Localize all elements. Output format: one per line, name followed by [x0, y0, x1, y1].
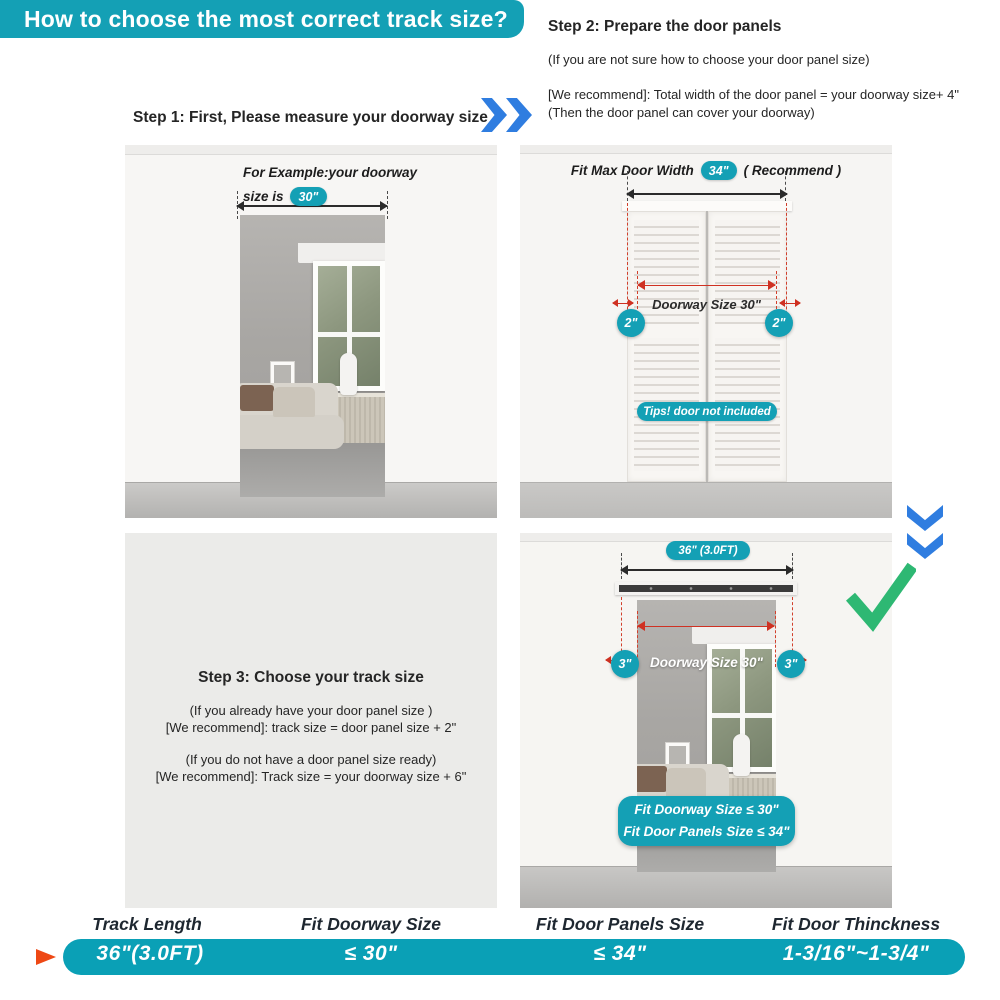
table-header-panels-size: Fit Door Panels Size: [535, 914, 705, 934]
step1-title: Step 1: First, Please measure your doorway size: [133, 109, 488, 126]
title-banner: [0, 0, 524, 38]
fit-doorway-line: Fit Doorway Size ≤ 30": [634, 802, 779, 817]
table-header-track-length: Track Length: [92, 914, 202, 934]
door-panels-photo: [520, 145, 892, 518]
doorway-opening: [240, 215, 385, 497]
step3-case1-rule: [We recommend]: track size = door panel size + 2": [165, 720, 457, 735]
fit-panels-line: Fit Door Panels Size ≤ 34": [623, 824, 790, 839]
floor: [520, 482, 892, 518]
fit-summary-badge: [618, 796, 795, 846]
window-mullion: [712, 713, 772, 718]
chevron-down-icon: [907, 533, 943, 559]
floor: [520, 866, 892, 908]
pillow: [637, 766, 667, 792]
sculpture: [340, 353, 357, 395]
fit-max-badge: 34": [701, 161, 737, 180]
measure-arrow: [621, 569, 793, 571]
track-length-badge: 36" (3.0FT): [666, 541, 750, 560]
couch-seat: [240, 415, 344, 449]
pillow: [273, 387, 315, 417]
caption-text: size is: [243, 189, 284, 204]
table-header-doorway-size: Fit Doorway Size: [300, 914, 442, 934]
table-value-panels-size: ≤ 34": [593, 942, 647, 965]
sculpture: [733, 734, 750, 776]
table-value-track-length: 36"(3.0FT): [96, 942, 204, 965]
step3-case1-note: (If you already have your door panel size ): [189, 703, 433, 718]
step3-panel: [125, 533, 497, 908]
step3-case2-rule: [We recommend]: Track size = your doorway size + 6": [155, 769, 467, 784]
track-diagram-photo: [520, 533, 892, 908]
sliding-track: [619, 585, 793, 592]
chevron-right-icon: [506, 98, 532, 132]
table-header-thickness: Fit Door Thinckness: [771, 914, 941, 934]
louvered-doors: [627, 211, 787, 482]
doorway-size-label: Doorway Size 30": [652, 297, 761, 312]
photo-caption-line1: For Example:your doorway: [243, 165, 418, 180]
size-badge: 30": [290, 187, 328, 206]
door-panel-right: [708, 211, 787, 482]
margin-badge-left: 2": [617, 309, 645, 337]
photo-caption-line2: [243, 187, 327, 206]
fit-max-caption: [520, 161, 892, 180]
doorway-size-label: Doorway Size 30": [650, 655, 763, 670]
door-panel-left: [627, 211, 706, 482]
window-mullion: [318, 332, 380, 337]
margin-badge-right: 3": [777, 650, 805, 678]
measure-arrow: [627, 193, 787, 195]
margin-badge-right: 2": [765, 309, 793, 337]
ceiling: [520, 145, 892, 154]
doorway-photo: [125, 145, 497, 518]
tips-badge: Tips! door not included: [637, 402, 777, 421]
fit-max-label: Fit Max Door Width: [570, 163, 694, 178]
doorway-arrow: [638, 285, 775, 286]
step2-title: Step 2: Prepare the door panels: [548, 18, 782, 35]
step2-recommendation: [We recommend]: Total width of the door panel = your doorway size+ 4" (Then the door panel can cover your doorway): [548, 87, 959, 120]
step2-note: (If you are not sure how to choose your door panel size): [548, 52, 870, 67]
margin-arrow: [780, 303, 800, 304]
margin-arrow: [613, 303, 633, 304]
check-icon: [846, 560, 916, 634]
pillow: [240, 385, 274, 411]
roller-shade: [692, 626, 776, 644]
ceiling: [125, 145, 497, 155]
pillow: [666, 768, 706, 798]
door-top-trim: [622, 201, 792, 211]
margin-badge-left: 3": [611, 650, 639, 678]
step3-title: Step 3: Choose your track size: [198, 669, 424, 686]
doorway-arrow: [638, 626, 774, 627]
chevron-down-icon: [907, 505, 943, 531]
roller-shade: [298, 243, 385, 263]
table-value-thickness: 1-3/16"~1-3/4": [782, 942, 930, 965]
fit-max-suffix: ( Recommend ): [743, 163, 842, 178]
table-value-doorway-size: ≤ 30": [344, 942, 398, 965]
interior-floor: [240, 443, 385, 497]
page-title: How to choose the most correct track size?: [24, 5, 508, 32]
step3-case2-note: (If you do not have a door panel size ready): [185, 752, 437, 767]
